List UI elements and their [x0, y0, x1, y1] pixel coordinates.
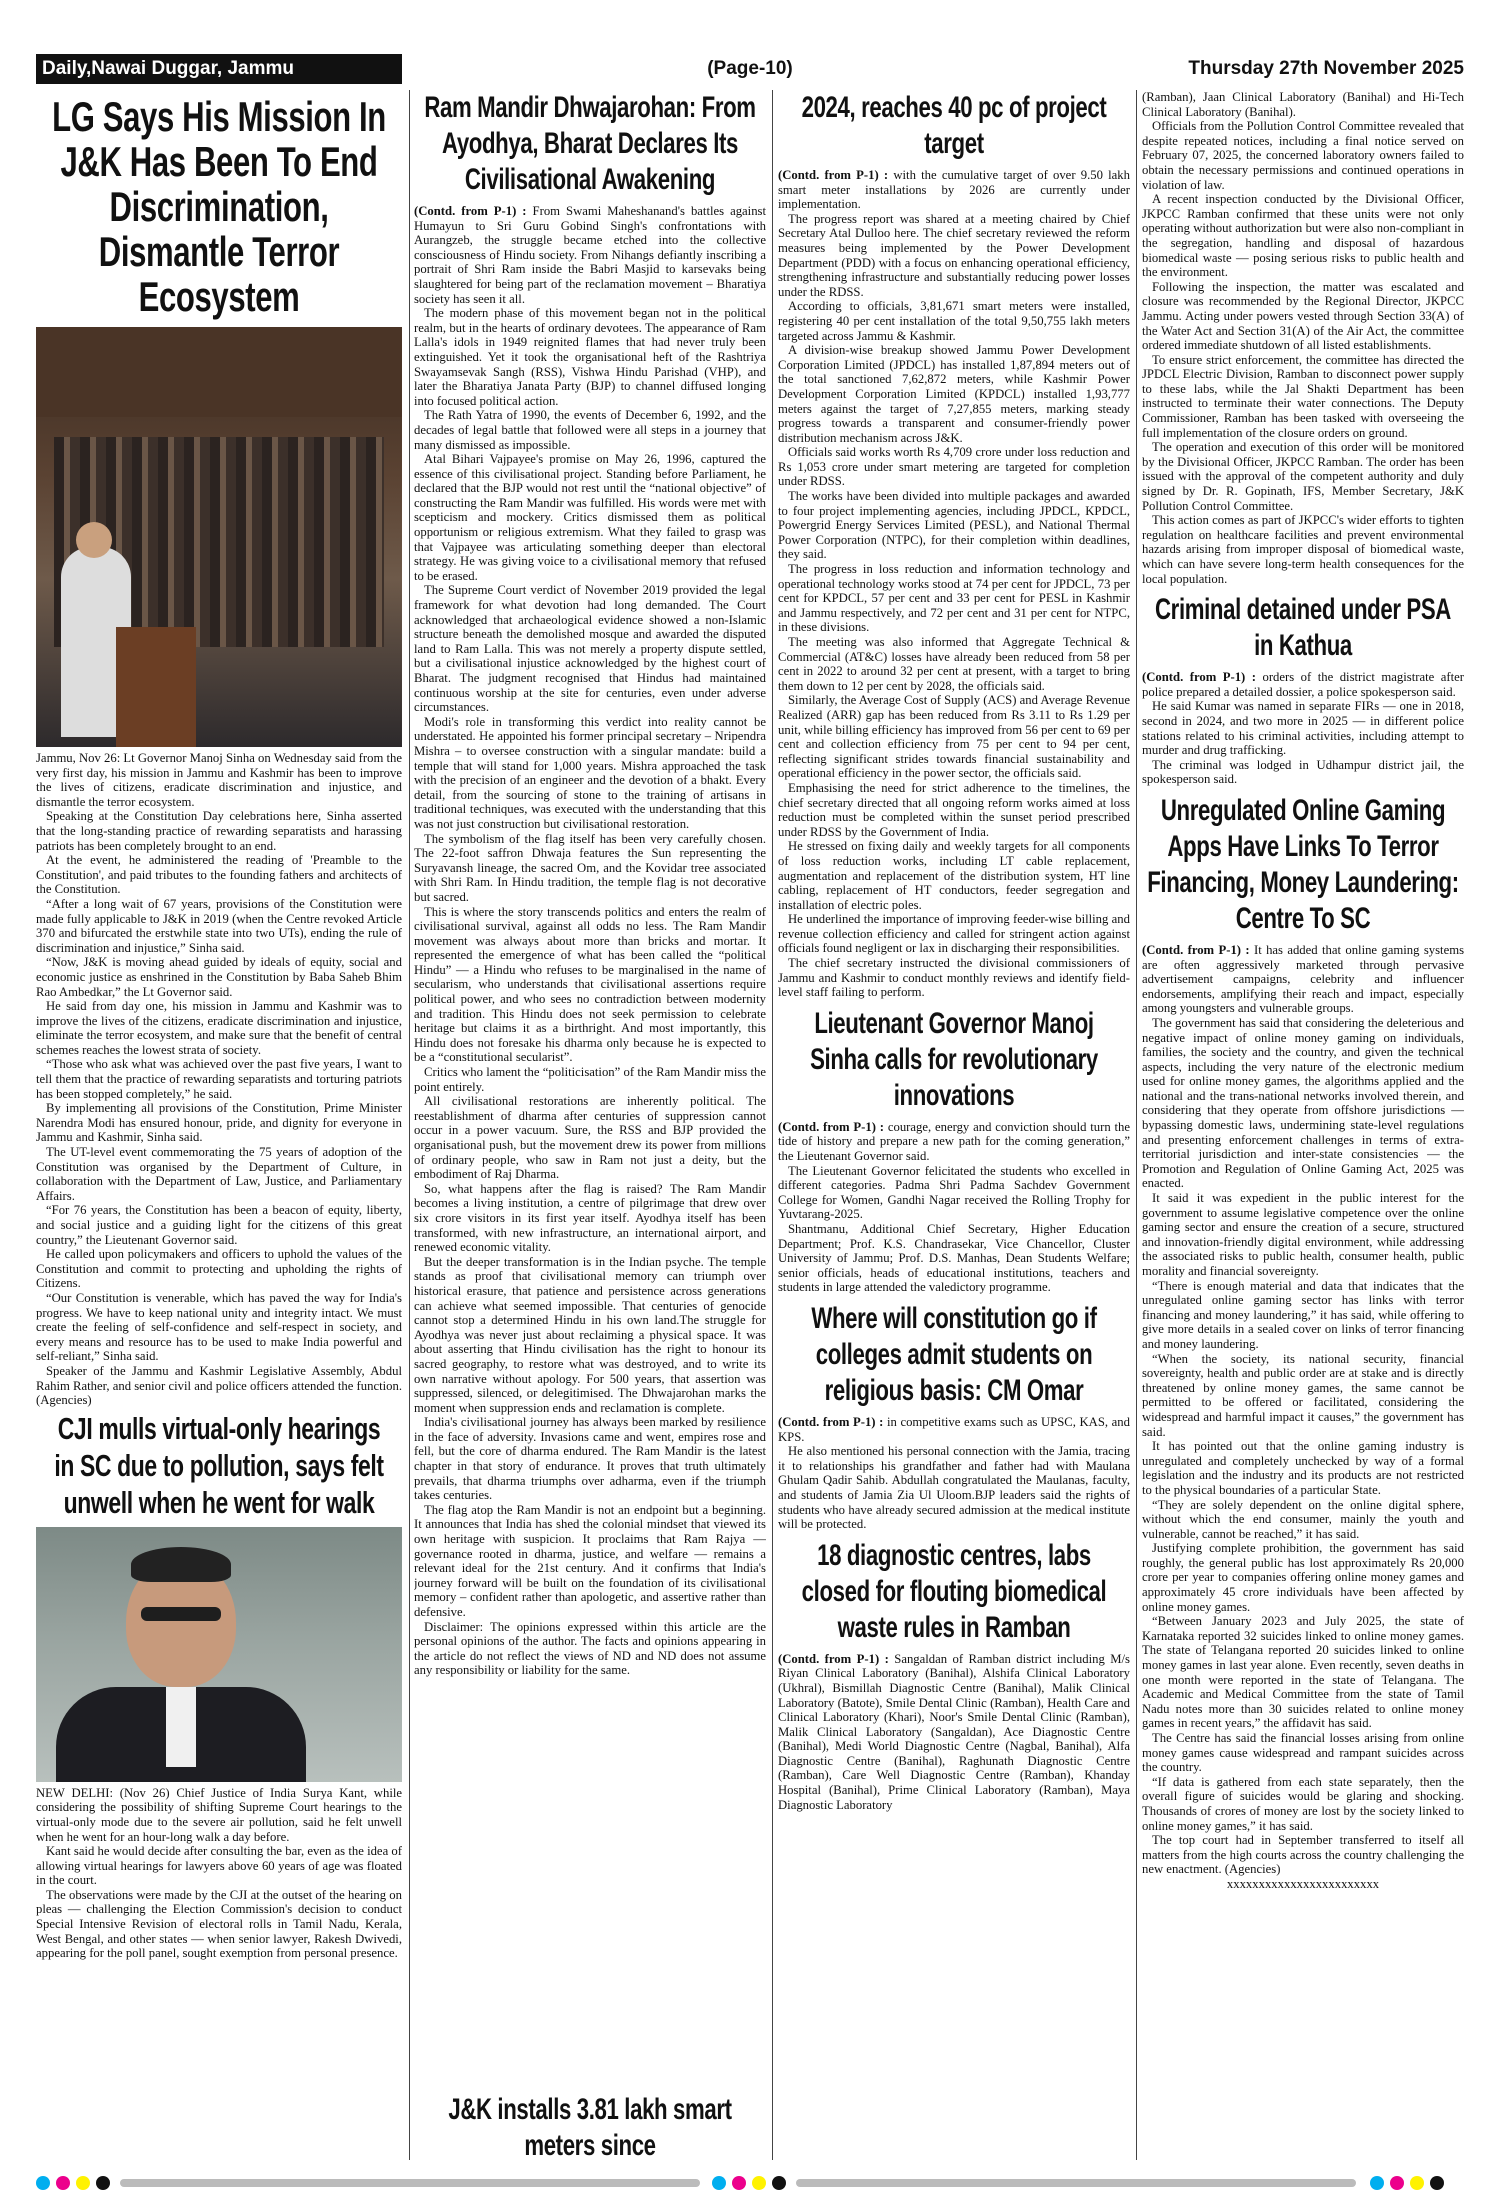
paragraph: This action comes as part of JKPCC's wider efforts to tighten regulation on healthcare facilities and prevent environmental hazards arising from improper disposal of biomedical waste, which can have severe long-term health consequences for the local population.: [1142, 513, 1464, 586]
paragraph: “If data is gathered from each state separately, then the overall figure of suicides would be glaring and shocking. Thousands of crores of money are lost by the society linked to online money games,” it has said.: [1142, 1774, 1464, 1833]
registration-dot: [732, 2176, 746, 2190]
headline-lg-innovations: Lieutenant Governor Manoj Sinha calls for revolutionary innovations: [810, 1006, 1098, 1112]
paragraph: Following the inspection, the matter was escalated and closure was recommended by the Regional Director, JKPCC Jammu. Acting under powers vested through Section 33(A) of the Water Act and Section 31(A) of the Air Act, the committee ordered immediate shutdown of all listed establishments.: [1142, 279, 1464, 353]
paragraph: Atal Bihari Vajpayee's promise on May 26, 1996, captured the essence of this civilisational project. Standing before Parliament, he declared that the BJP would not rest until the “national objective” of constructing the Ram Mandir was fulfilled. His words were met with scepticism and mockery. Critics dismissed them as political opportunism or religious extremism. What they failed to grasp was that Vajpayee was articulating something deeper than electoral strategy. He was giving voice to a civilisational memory that refused to be erased.: [414, 452, 766, 583]
paragraph: courage, energy and conviction should turn the tide of history and prepare a new path for the coming generation,” the Lieutenant Governor said.: [778, 1119, 1130, 1164]
paragraph: The chief secretary instructed the divisional commissioners of Jammu and Kashmir to conduct monthly reviews and identify field-level staff failing to perform.: [778, 956, 1130, 1000]
paragraph: (Ramban), Jaan Clinical Laboratory (Banihal) and Hi-Tech Clinical Laboratory (Banihal).: [1142, 90, 1464, 119]
story-psa-kathua: [1142, 670, 1464, 787]
paragraph: The works have been divided into multiple packages and awarded to four project implementing agencies, including JPDCL, KPDCL, Powergrid Energy Services Limited (PESL), and National Thermal Power Corporation (NTPC), for their completion within deadlines, they said.: [778, 489, 1130, 562]
photo-cji-portrait: [36, 1527, 402, 1782]
headline-diagnostic-centres: 18 diagnostic centres, labs closed for flouting biomedical waste rules in Ramban: [801, 1538, 1107, 1644]
contd-label: (Contd. from P-1) :: [1142, 670, 1256, 685]
headline-online-gaming: Unregulated Online Gaming Apps Have Links To Terror Financing, Money Laundering: Centre To SC: [1147, 793, 1459, 935]
registration-dot: [1410, 2176, 1424, 2190]
column-1: [36, 90, 402, 2164]
paragraph: All civilisational restorations are inherently political. The reestablishment of dharma after centuries of suppression cannot occur in a power vacuum. Sure, the RSS and BJP provided the organisational push, but the movement drew its power from millions of ordinary people, who saw in Ram not just a deity, but the embodiment of Raj Dharma.: [414, 1094, 766, 1182]
paragraph: It said it was expedient in the public interest for the government to assume legislative competence over the online gaming sector and ensure the creation of a secure, structured and innovation-friendly digital environment, while addressing the associated risks to public health, consumer health, public morality and financial sovereignty.: [1142, 1191, 1464, 1278]
paragraph: To ensure strict enforcement, the committee has directed the JPDCL Electric Division, Ramban to disconnect power supply to these labs, while the Jal Shakti Department has been instructed to terminate their water connections. The Deputy Commissioner, Ramban has been tasked with overseeing the full implementation of the closure orders on ground.: [1142, 352, 1464, 440]
paragraph: The symbolism of the flag itself has been very carefully chosen. The 22-foot saffron Dhwaja features the Sun representing the Suryavansh lineage, the sacred Om, and the Kovidar tree associated with Shri Ram. In Hindu tradition, the temple flag is not decorative but sacred.: [414, 831, 766, 904]
story-lg-mission: [36, 751, 402, 1408]
registration-bar: [120, 2179, 700, 2187]
paragraph: NEW DELHI: (Nov 26) Chief Justice of India Surya Kant, while considering the possibility of shifting Supreme Court hearings to the virtual-only mode due to the severe air pollution, said he felt unwell when he went for an hour-long walk a day before.: [36, 1785, 402, 1844]
paragraph: “When the society, its national security, financial sovereignty, health and public order are at stake and is directly threatened by online money games, the same cannot be permitted to be offered or facilitated, considering the widespread and harmful impact it causes,” the government has said.: [1142, 1351, 1464, 1439]
headline-cji-virtual-hearings: CJI mulls virtual-only hearings in SC due to pollution, says felt unwell when he went for walk: [54, 1410, 384, 1520]
contd-label: (Contd. from P-1) :: [778, 1414, 884, 1429]
contd-label: (Contd. from P-1) :: [778, 1119, 885, 1134]
paragraph: The observations were made by the CJI at the outset of the hearing on pleas — challenging the Election Commission's decision to conduct Special Intensive Revision of electoral rolls in Tamil Nadu, Kerala, West Bengal, and other states — when senior lawyer, Rakesh Dwivedi, appearing for the poll panel, sought exemption from personal presence.: [36, 1887, 402, 1961]
paragraph: Speaker of the Jammu and Kashmir Legislative Assembly, Abdul Rahim Rather, and senior civil and police officers attended the function. (Agencies): [36, 1363, 402, 1408]
paragraph: orders of the district magistrate after police prepared a detailed dossier, a police spokesperson said.: [1142, 670, 1464, 699]
masthead-date: Thursday 27th November 2025: [1188, 58, 1464, 79]
headline-psa-kathua: Criminal detained under PSA in Kathua: [1155, 593, 1451, 663]
headline-smart-meters-continued: 2024, reaches 40 pc of project target: [801, 91, 1107, 160]
registration-dot: [772, 2176, 786, 2190]
column-4: [1142, 90, 1464, 2164]
registration-dot: [56, 2176, 70, 2190]
paragraph: in competitive exams such as UPSC, KAS, and KPS.: [778, 1414, 1130, 1444]
headline-lg-mission: LG Says His Mission In J&K Has Been To End Discrimination, Dismantle Terror Ecosystem: [52, 93, 386, 320]
paragraph: with the cumulative target of over 9.50 lakh smart meter installations by 2026 are currently under implementation.: [778, 168, 1130, 212]
paragraph: The meeting was also informed that Aggregate Technical & Commercial (AT&C) losses have already been reduced from 58 per cent in 2022 to around 32 per cent at present, with a target to bring them down to 12 per cent by 2028, the officials said.: [778, 635, 1130, 693]
paragraph: India's civilisational journey has always been marked by resilience in the face of adversity. Invasions came and went, empires rose and fell, but the core of dharma endured. The Ram Mandir is the latest chapter in that story of endurance. It proves that truth ultimately prevails, that dharma triumphs over adharma, even if the triumph takes centuries.: [414, 1415, 766, 1503]
registration-dot: [1430, 2176, 1444, 2190]
paragraph: The operation and execution of this order will be monitored by the Divisional Officer, JKPCC Ramban. The order has been issued with the approval of the competent authority and duly signed by Dr. R. Gopinath, IFS, Member Secretary, J&K Pollution Control Committee.: [1142, 440, 1464, 513]
paragraph: But the deeper transformation is in the Indian psyche. The temple stands as proof that civilisational memory can triumph over historical erasure, that patience and persistence across generations can achieve what seemed impossible. That centuries of genocide cannot stop a determined Hindu in his own land.The struggle for Ayodhya was never just about reclaiming a physical space. It was about asserting that Hindu civilisation has the right to honour its sacred geography, to restore what was destroyed, and to write its own narrative without apology. For 500 years, that assertion was suppressed, silenced, or delegitimised. The Dhwajarohan marks the moment when suppression ends and reclamation is complete.: [414, 1254, 766, 1415]
registration-dot: [712, 2176, 726, 2190]
story-online-gaming: [1142, 943, 1464, 1892]
contd-label: (Contd. from P-1) :: [778, 168, 889, 182]
end-mark: xxxxxxxxxxxxxxxxxxxxxxxx: [1226, 1876, 1380, 1891]
paragraph: “They are solely dependent on the online digital sphere, without which the end consumer, mainly the youth and vulnerable, cannot be reached,” it has said.: [1142, 1497, 1464, 1541]
paragraph: He stressed on fixing daily and weekly targets for all components of loss reduction works, including LT cable replacement, augmentation and replacement of the distribution system, HT line cabling, replacement of HT conductors, feeder segregation and installation of electric poles.: [778, 839, 1130, 912]
paragraph: Jammu, Nov 26: Lt Governor Manoj Sinha on Wednesday said from the very first day, his mission in Jammu and Kashmir has been to improve the lives of citizens, eradicate discrimination and injustice, and dismantle the terror ecosystem.: [36, 751, 402, 809]
paragraph: The top court had in September transferred to itself all matters from the high courts across the country challenging the new enactment. (Agencies): [1142, 1833, 1464, 1877]
column-3: [778, 90, 1130, 2164]
paragraph: The Centre has said the financial losses arising from online money games cause widespread and rampant suicides across the country.: [1142, 1731, 1464, 1775]
paragraph: Similarly, the Average Cost of Supply (ACS) and Average Revenue Realized (ARR) gap has been reduced from Rs 3.11 to Rs 1.29 per unit, while billing efficiency has improved from 56 per cent to 69 per cent and collection efficiency from 75 per cent to 94 per cent, reflecting significant strides towards financial sustainability and operational efficiency in the power sector, the officials said.: [778, 693, 1130, 781]
paragraph: Modi's role in transforming this verdict into reality cannot be understated. He appointed his former principal secretary – Nripendra Mishra – to oversee construction with a singular mandate: build a temple that will stand for 1,000 years. Mishra approached the task with the precision of an engineer and the devotion of a bhakt. Every detail, from the sourcing of stone to the training of artisans in traditional techniques, was executed with the understanding that this was not just construction but civilisational restoration.: [414, 714, 766, 831]
paragraph: He said from day one, his mission in Jammu and Kashmir was to improve the lives of the citizens, eradicate discrimination and injustice, eliminate the terror ecosystem, and make sure that the benefit of central schemes reaches the lowest strata of society.: [36, 999, 402, 1057]
paragraph: Critics who lament the “politicisation” of the Ram Mandir miss the point entirely.: [414, 1065, 766, 1094]
paragraph: From Swami Maheshanand's battles against Humayun to Sri Guru Gobind Singh's confrontations with Aurangzeb, the struggle became etched into the collective consciousness of Hindu society. From Nihangs defiantly inscribing a portrait of Shri Ram inside the Babri Masjid to karsevaks being slaughtered for being part of the reclamation movement – Bharatiya society has seen it all.: [414, 204, 766, 306]
paragraph: The government has said that considering the deleterious and negative impact of online money gaming on individuals, families, the society and the country, and given the technical aspects, including the very nature of the electronic medium used for online money games, the algorithms applied and the national and the trans-national networks involved therein, and considering that they operate from offshore jurisdictions — bypassing domestic laws, undermining state-level regulations and presenting enforcement challenges in terms of extra-territorial jurisdiction and inter-state consistencies — the Promotion and Regulation of Online Gaming Act, 2025 was enacted.: [1142, 1015, 1464, 1191]
paragraph: It has pointed out that the online gaming industry is unregulated and completely unchecked by way of a formal legislation and the industry and its products are not restricted to the physical boundaries of a particular State.: [1142, 1439, 1464, 1497]
masthead: [36, 54, 1464, 84]
photo-lg-addressing-audience: [36, 327, 402, 747]
paragraph: Sangaldan of Ramban district including M/s Riyan Clinical Laboratory (Banihal), Alshifa Clinical Laboratory (Ukhral), Bismillah Diagnostic Centre (Banihal), Malik Clinical Laboratory (Batote), Smile Dental Clinic (Ramban), Health Care and Clinical Laboratory (Khari), Noor's Smile Dental Clinic (Ramban), Malik Clinical Laboratory (Sangaldan), Ace Diagnostic Centre (Banihal), Medi World Diagnostic Centre (Nagbal, Banihal), Alfa Diagnostic Centre (Banihal), Raghunath Diagnostic Centre (Ramban), Care Well Diagnostic Centre (Ramban), Khanday Hospital (Banihal), Prime Clinical Laboratory (Ramban), Maya Diagnostic Laboratory: [778, 1651, 1130, 1812]
registration-dot: [76, 2176, 90, 2190]
registration-dot: [96, 2176, 110, 2190]
story-diagnostic-centres: [778, 1652, 1130, 1813]
paragraph: According to officials, 3,81,671 smart meters were installed, registering 40 per cent installation of the total 9,50,755 lakh meters targeted across Jammu & Kashmir.: [778, 299, 1130, 343]
masthead-paper-name: Daily,Nawai Duggar, Jammu: [36, 54, 402, 84]
paragraph: A recent inspection conducted by the Divisional Officer, JKPCC Ramban confirmed that these units were not only operating without authorization but were also non-compliant in the segregation, handling and disposal of hazardous biomedical waste — posing serious risks to public health and the environment.: [1142, 192, 1464, 280]
paragraph: At the event, he administered the reading of 'Preamble to the Constitution', and paid tributes to the founding fathers and architects of the Constitution.: [36, 853, 402, 897]
column-2: [414, 90, 766, 2164]
paragraph: The Rath Yatra of 1990, the events of December 6, 1992, and the decades of legal battle that followed were all steps in a journey that many dismissed as impossible.: [414, 408, 766, 452]
masthead-page-number: (Page-10): [707, 58, 793, 79]
paragraph: The modern phase of this movement began not in the political realm, but in the hearts of ordinary devotees. The appearance of Ram Lalla's idols in 1949 reignited flames that had never truly been extinguished. Yet it took the organisational heft of the Rashtriya Swayamsevak Sangh (RSS), Vishwa Hindu Parishad (VHP), and later the Bharatiya Janata Party (BJP) to channel diffused longing into focused political action.: [414, 306, 766, 408]
paragraph: He also mentioned his personal connection with the Jamia, tracing it to relationships his grandfather and father had with Maulana Ghulam Qadir Sahib. Abdullah congratulated the Maulanas, faculty, and students of Jamia Zia Ul Uloom.BJP leaders said the rights of students who have already secured admission at the medical institute will be protected.: [778, 1444, 1130, 1532]
paragraph: He said Kumar was named in separate FIRs — one in 2018, second in 2024, and two more in 2025 — in different police stations related to his criminal activities, including attempt to murder and drug trafficking.: [1142, 699, 1464, 758]
paragraph: Disclaimer: The opinions expressed within this article are the personal opinions of the author. The facts and opinions appearing in the article do not reflect the views of ND and ND does not assume any responsibility or liability for the same.: [414, 1619, 766, 1678]
paragraph: “Our Constitution is venerable, which has paved the way for India's progress. We have to keep national unity and integrity intact. We must create the feeling of self-confidence and self-respect in society, and every means and resource has to be used to make India powerful and self-reliant,” Sinha said.: [36, 1290, 402, 1364]
paragraph: The Lieutenant Governor felicitated the students who excelled in different categories. Padma Shri Padma Sachdev Government College for Women, Gandhi Nagar received the Rolling Trophy for Yuvtarang-2025.: [778, 1163, 1130, 1222]
paragraph: This is where the story transcends politics and enters the realm of civilisational survival, against all odds no less. The Ram Mandir movement was always about more than bricks and mortar. It represented the emergence of what has been called the “political Hindu” — a Hindu who refuses to be marginalised in the name of secularism, who understands that civilisational assertions require political power, and who sees no contradiction between modernity and tradition. This Hindu does not seek permission to celebrate heritage but claims it as a birthright. And most importantly, this Hindu does not foresake his dharma only because he is expected to be a “constitutional secularist”.: [414, 904, 766, 1065]
paragraph: The progress in loss reduction and information technology and operational technology works stood at 74 per cent for JPDCL, 73 per cent for KPDCL, 57 per cent and 33 per cent for PESL in Kashmir and Jammu respectively, and 72 per cent and 31 per cent for NTPC, in these divisions.: [778, 562, 1130, 635]
paragraph: The progress report was shared at a meeting chaired by Chief Secretary Atal Dulloo here. The chief secretary reviewed the reform measures being implemented by the Power Development Department (PDD) with a focus on enhancing operational efficiency, strengthening infrastructure and substantially reducing power losses under the RDSS.: [778, 211, 1130, 299]
contd-label: (Contd. from P-1) :: [778, 1651, 889, 1666]
paragraph: “Between January 2023 and July 2025, the state of Karnataka reported 32 suicides linked to online money games. The state of Telangana reported 20 suicides linked to online money games in last year alone. Even recently, seven deaths in one month were reported in the state of Telangana. The Academic and Medical Committee from the state of Tamil Nadu notes more than 30 suicides related to online money games in recent years,” the affidavit has said.: [1142, 1614, 1464, 1731]
paragraph: “Now, J&K is moving ahead guided by ideals of equity, social and economic justice as enshrined in the Constitution by Baba Saheb Bhim Rao Ambedkar,” the Lt Governor said.: [36, 955, 402, 999]
headline-ram-mandir: Ram Mandir Dhwajarohan: From Ayodhya, Bharat Declares Its Civilisational Awakening: [424, 91, 756, 196]
paragraph: He called upon policymakers and officers to uphold the values of the Constitution and commit to protecting and upholding the rights of Citizens.: [36, 1247, 402, 1291]
headline-smart-meters: J&K installs 3.81 lakh smart meters since: [448, 2093, 732, 2162]
story-lg-innovations: [778, 1120, 1130, 1295]
headline-cm-omar: Where will constitution go if colleges admit students on religious basis: CM Omar: [811, 1301, 1097, 1407]
paragraph: Emphasising the need for strict adherence to the timelines, the chief secretary directed that all ongoing reform works aimed at loss reduction must be completed within the sunset period prescribed under RDSS by the Government of India.: [778, 780, 1130, 839]
story-cm-omar: [778, 1415, 1130, 1532]
paragraph: Officials said works worth Rs 4,709 crore under loss reduction and Rs 1,053 crore under smart metering are targeted for completion under RDSS.: [778, 445, 1130, 489]
contd-label: (Contd. from P-1) :: [1142, 942, 1250, 957]
paragraph: Justifying complete prohibition, the government has said roughly, the general public has lost approximately Rs 20,000 crore per year to companies offering online money games and approximately 45 crore individuals have been affected by online money games.: [1142, 1541, 1464, 1614]
paragraph: The flag atop the Ram Mandir is not an endpoint but a beginning. It announces that India has shed the colonial mindset that viewed its own heritage with suspicion. It proclaims that Ram Rajya —governance rooted in dharma, justice, and welfare — remains a relevant ideal for the 21st century. And it confirms that India's journey forward will be built on the foundation of its civilisational memory – confident rather than apologetic, and assertive rather than defensive.: [414, 1502, 766, 1619]
paragraph: The Supreme Court verdict of November 2019 provided the legal framework for what devotion had long demanded. The Court acknowledged that archaeological evidence showed a non-Islamic structure beneath the demolished mosque and awarded the disputed land to Ram Lalla. This was not merely a property dispute settled, but a civilisational injustice acknowledged by the highest court of Bharat. The judgment recognised that Hindus had maintained continuous worship at the site for centuries, even under adverse circumstances.: [414, 583, 766, 715]
paragraph: Shantmanu, Additional Chief Secretary, Higher Education Department; Prof. K.S. Chandrasekar, Vice Chancellor, Cluster University of Jammu; Prof. D.S. Manhas, Dean Students Welfare; senior officials, heads of educational institutions, teachers and students in large attended the valedictory programme.: [778, 1222, 1130, 1295]
registration-dot: [1390, 2176, 1404, 2190]
story-diagnostic-centres-continued: [1142, 90, 1464, 586]
story-ram-mandir: [414, 204, 766, 1678]
paragraph: “For 76 years, the Constitution has been a beacon of equity, liberty, and social justice and a guiding light for the citizens of this great country,” the Lieutenant Governor said.: [36, 1203, 402, 1247]
story-cji: [36, 1786, 402, 1961]
registration-bar: [796, 2179, 1356, 2187]
paragraph: The UT-level event commemorating the 75 years of adoption of the Constitution was organised by the Department of Culture, in collaboration with the Department of Law, Justice, and Parliamentary Affairs.: [36, 1145, 402, 1203]
paragraph: Officials from the Pollution Control Committee revealed that despite repeated notices, including a final notice served on February 07, 2025, the concerned laboratory owners failed to obtain the necessary permissions and continued operations in violation of law.: [1142, 119, 1464, 192]
page-body: [36, 90, 1464, 2164]
paragraph: He underlined the importance of improving feeder-wise billing and revenue collection efficiency and called for stringent action against officials found negligent or lax in discharging their responsibilities.: [778, 912, 1130, 956]
paragraph: A division-wise breakup showed Jammu Power Development Corporation Limited (JPDCL) has installed 1,87,894 meters out of the total sanctioned 7,62,872 meters, while Kashmir Power Development Corporation Limited (KPDCL) installed 1,93,777 meters against the target of 7,27,855 meters, marking steady progress towards a transparent and consumer-friendly power distribution mechanism across J&K.: [778, 343, 1130, 445]
registration-dot: [36, 2176, 50, 2190]
paragraph: It has added that online gaming systems are often aggressively marketed through pervasive advertisement campaigns, celebrity and influencer endorsements, amplifying their reach and impact, especially among youngsters and vulnerable groups.: [1142, 942, 1464, 1016]
paragraph: “There is enough material and data that indicates that the unregulated online gaming sector has links with terror financing and money laundering,” it has said, while offering to give more details in a sealed cover on links of terror financing and money laundering.: [1142, 1278, 1464, 1351]
color-registration-strip: [36, 2176, 1464, 2190]
paragraph: “After a long wait of 67 years, provisions of the Constitution were made fully applicable to J&K in 2019 (when the Centre revoked Article 370 and bifurcated the erstwhile state into two UTs), ending the rule of discrimination and injustice,” Sinha said.: [36, 896, 402, 955]
paragraph: So, what happens after the flag is raised? The Ram Mandir becomes a living institution, a centre of pilgrimage that drew over six crore visitors in its first year itself. Ayodhya itself has been transformed, with new infrastructure, an international airport, and renewed economic vitality.: [414, 1181, 766, 1255]
story-smart-meters: [778, 168, 1130, 1000]
paragraph: By implementing all provisions of the Constitution, Prime Minister Narendra Modi has ensured honour, pride, and dignity for everyone in Jammu and Kashmir, Sinha said.: [36, 1101, 402, 1145]
registration-dot: [752, 2176, 766, 2190]
paragraph: “Those who ask what was achieved over the past five years, I want to tell them that the practice of rewarding separatists and torturing patriots has been stopped completely,” he said.: [36, 1057, 402, 1101]
paragraph: Kant said he would decide after consulting the bar, even as the idea of allowing virtual hearings for lawyers above 60 years of age was floated in the court.: [36, 1844, 402, 1888]
paragraph: Speaking at the Constitution Day celebrations here, Sinha asserted that the long-standing practice of rewarding separatists and harassing patriots has been completely brought to an end.: [36, 809, 402, 853]
paragraph: The criminal was lodged in Udhampur district jail, the spokesperson said.: [1142, 757, 1464, 787]
contd-label: (Contd. from P-1) :: [414, 204, 527, 218]
registration-dot: [1370, 2176, 1384, 2190]
